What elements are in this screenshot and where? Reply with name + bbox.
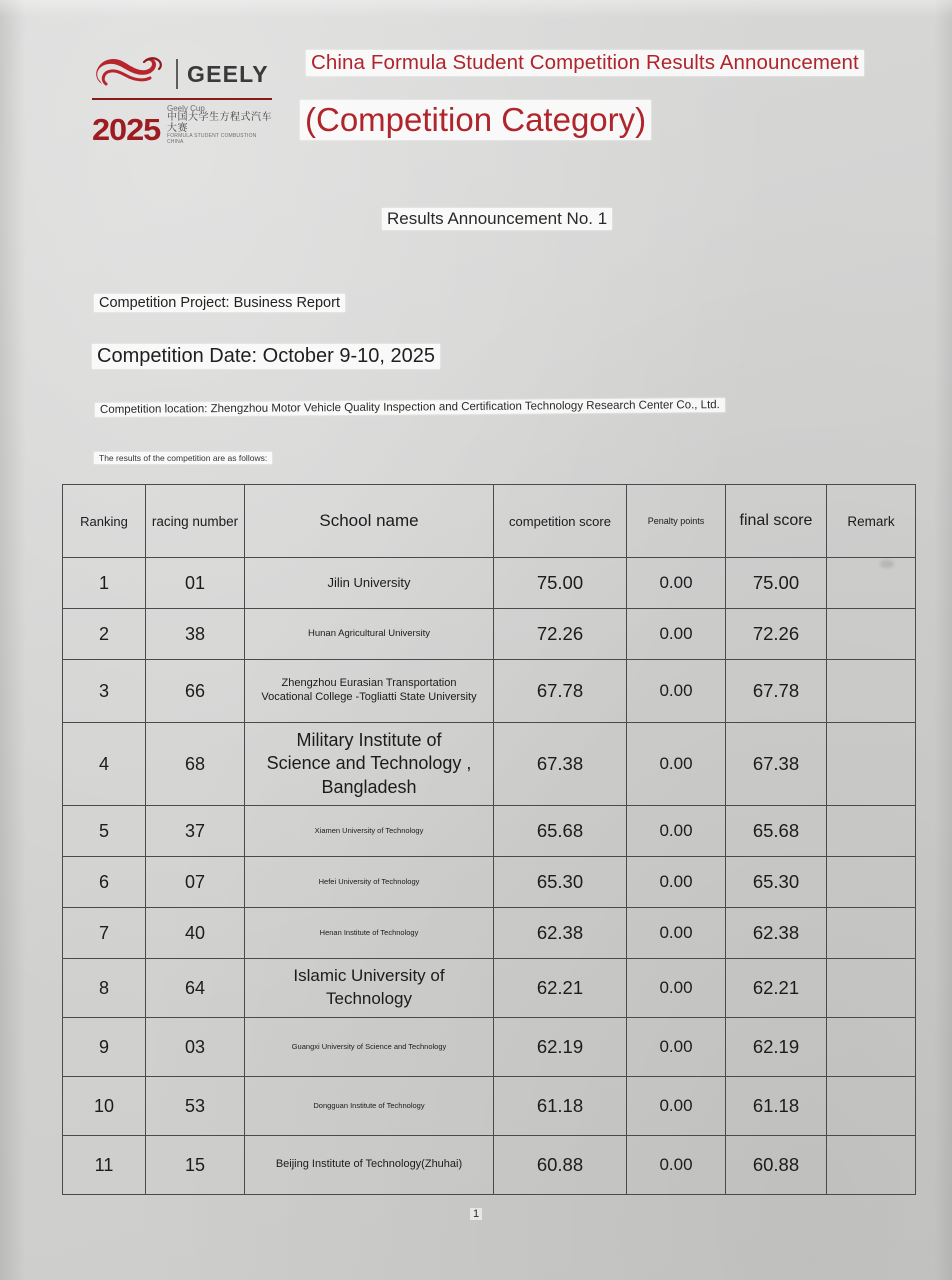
logo-cn-sub: FORMULA STUDENT COMBUSTION CHINA [166, 133, 257, 145]
cell-final-score: 65.30 [726, 857, 827, 908]
column-header-racing-number: racing number [146, 485, 245, 558]
cell-racing-number: 40 [146, 908, 245, 959]
competition-date-text: Competition Date: October 9-10, 2025 [92, 344, 440, 369]
cell-competition-score: 62.38 [494, 908, 627, 959]
school-line: Xiamen University of Technology [314, 826, 424, 836]
cell-penalty-points: 0.00 [627, 609, 726, 660]
table-row [63, 908, 916, 959]
logo-cup-text: Geely Cup [166, 104, 205, 113]
cell-ranking: 10 [63, 1077, 146, 1136]
school-line: Henan Institute of Technology [319, 928, 419, 938]
cell-ranking: 8 [63, 959, 146, 1018]
cell-ranking: 2 [63, 609, 146, 660]
cell-final-score: 75.00 [726, 558, 827, 609]
cell-competition-score: 75.00 [494, 558, 627, 609]
school-line: Bangladesh [321, 776, 417, 797]
results-table [62, 484, 916, 1195]
school-line: Islamic University of [293, 966, 445, 986]
cell-ranking: 4 [63, 723, 146, 806]
cell-school-name [245, 1018, 494, 1077]
cell-final-score: 65.68 [726, 806, 827, 857]
cell-penalty-points: 0.00 [627, 1136, 726, 1195]
school-line: Hefei University of Technology [318, 877, 420, 887]
cell-competition-score: 62.19 [494, 1018, 627, 1077]
cell-penalty-points: 0.00 [627, 1018, 726, 1077]
logo-cn-block [167, 105, 272, 145]
cell-final-score: 62.21 [726, 959, 827, 1018]
cell-competition-score: 67.78 [494, 660, 627, 723]
competition-project [94, 294, 345, 312]
cell-school-name [245, 959, 494, 1018]
cell-remark [827, 857, 916, 908]
cell-penalty-points: 0.00 [627, 723, 726, 806]
column-header-competition-score: competition score [494, 485, 627, 558]
cell-remark [827, 1077, 916, 1136]
results-intro-text: The results of the competition are as follows: [94, 452, 272, 464]
results-table-wrapper [62, 484, 894, 1195]
page-shadow-right [934, 0, 952, 1280]
cell-ranking: 6 [63, 857, 146, 908]
table-row [63, 1136, 916, 1195]
competition-location-text: Competition location: Zhengzhou Motor Vehicle Quality Inspection and Certification Technology Research Center Co., Ltd. [95, 398, 725, 417]
page-highlight-top [0, 0, 952, 18]
cell-competition-score: 60.88 [494, 1136, 627, 1195]
cell-remark [827, 609, 916, 660]
cell-ranking: 11 [63, 1136, 146, 1195]
table-row [63, 857, 916, 908]
table-row [63, 558, 916, 609]
cell-racing-number: 68 [146, 723, 245, 806]
cell-racing-number: 64 [146, 959, 245, 1018]
results-table-body [63, 558, 916, 1195]
logo-top-row [92, 52, 272, 100]
school-line: Hunan Agricultural University [308, 628, 430, 640]
page-subtitle-text: (Competition Category) [300, 100, 651, 140]
logo-brand-text: GEELY [187, 60, 269, 87]
cell-final-score: 62.19 [726, 1018, 827, 1077]
cell-school-name [245, 1136, 494, 1195]
cell-school-name [245, 857, 494, 908]
school-line: Dongguan Institute of Technology [313, 1101, 425, 1111]
cell-school-name [245, 908, 494, 959]
cell-final-score: 67.78 [726, 660, 827, 723]
geely-horse-icon [92, 54, 174, 94]
logo-divider [176, 59, 178, 89]
announcement-number [382, 208, 612, 230]
cell-penalty-points: 0.00 [627, 1077, 726, 1136]
cell-competition-score: 61.18 [494, 1077, 627, 1136]
cell-remark [827, 908, 916, 959]
cell-competition-score: 62.21 [494, 959, 627, 1018]
table-header-row [63, 485, 916, 558]
competition-project-text: Competition Project: Business Report [94, 294, 345, 312]
page-title-text: China Formula Student Competition Results Announcement [306, 50, 864, 76]
table-row [63, 1077, 916, 1136]
cell-racing-number: 37 [146, 806, 245, 857]
cell-final-score: 60.88 [726, 1136, 827, 1195]
column-header-remark: Remark [827, 485, 916, 558]
logo-year: 2025 [92, 111, 161, 147]
cell-ranking: 9 [63, 1018, 146, 1077]
cell-racing-number: 15 [146, 1136, 245, 1195]
results-intro [94, 452, 272, 464]
cell-penalty-points: 0.00 [627, 558, 726, 609]
school-line: Guangxi University of Science and Technology [291, 1042, 447, 1052]
cell-remark [827, 1136, 916, 1195]
cell-final-score: 62.38 [726, 908, 827, 959]
cell-racing-number: 53 [146, 1077, 245, 1136]
competition-location [95, 398, 725, 417]
table-row [63, 1018, 916, 1077]
cell-racing-number: 38 [146, 609, 245, 660]
table-row [63, 660, 916, 723]
cell-remark [827, 806, 916, 857]
school-line: Science and Technology , [266, 753, 472, 774]
cell-remark [827, 660, 916, 723]
cell-final-score: 67.38 [726, 723, 827, 806]
cell-competition-score: 65.30 [494, 857, 627, 908]
school-line: Vocational College -Togliatti State University [261, 691, 477, 703]
cell-competition-score: 72.26 [494, 609, 627, 660]
school-line: Technology [325, 989, 412, 1008]
cell-remark [827, 723, 916, 806]
cell-ranking: 3 [63, 660, 146, 723]
cell-penalty-points: 0.00 [627, 959, 726, 1018]
logo-bottom-row [92, 105, 272, 145]
school-line: Jilin University [327, 574, 411, 590]
cell-school-name [245, 723, 494, 806]
cell-remark [827, 558, 916, 609]
geely-logo [92, 52, 272, 147]
cell-remark [827, 1018, 916, 1077]
school-line: Beijing Institute of Technology(Zhuhai) [275, 1158, 463, 1171]
cell-competition-score: 65.68 [494, 806, 627, 857]
table-row [63, 959, 916, 1018]
cell-school-name [245, 806, 494, 857]
cell-ranking: 7 [63, 908, 146, 959]
cell-racing-number: 07 [146, 857, 245, 908]
cell-ranking: 5 [63, 806, 146, 857]
cell-school-name [245, 609, 494, 660]
logo-cn-main: 中国大学生方程式汽车大赛 [166, 112, 272, 134]
cell-penalty-points: 0.00 [627, 660, 726, 723]
cell-school-name [245, 1077, 494, 1136]
page-subtitle [300, 100, 651, 140]
cell-final-score: 72.26 [726, 609, 827, 660]
column-header-penalty-points: Penalty points [627, 485, 726, 558]
cell-school-name [245, 660, 494, 723]
cell-school-name [245, 558, 494, 609]
cell-racing-number: 03 [146, 1018, 245, 1077]
cell-penalty-points: 0.00 [627, 908, 726, 959]
cell-ranking: 1 [63, 558, 146, 609]
page-title [306, 50, 864, 76]
column-header-school-name: School name [245, 485, 494, 558]
cell-competition-score: 67.38 [494, 723, 627, 806]
page-shadow-left [0, 0, 26, 1280]
competition-date [92, 344, 440, 369]
school-line: Zhengzhou Eurasian Transportation [281, 677, 457, 690]
school-line: Military Institute of [296, 729, 442, 750]
results-table-header [63, 485, 916, 558]
column-header-final-score: final score [726, 485, 827, 558]
page-footer [0, 1208, 952, 1220]
cell-remark [827, 959, 916, 1018]
cell-final-score: 61.18 [726, 1077, 827, 1136]
table-row [63, 609, 916, 660]
cell-penalty-points: 0.00 [627, 857, 726, 908]
cell-racing-number: 66 [146, 660, 245, 723]
page-number: 1 [470, 1208, 482, 1220]
column-header-ranking: Ranking [63, 485, 146, 558]
cell-racing-number: 01 [146, 558, 245, 609]
table-row [63, 806, 916, 857]
cell-penalty-points: 0.00 [627, 806, 726, 857]
table-row [63, 723, 916, 806]
announcement-number-text: Results Announcement No. 1 [382, 208, 612, 230]
